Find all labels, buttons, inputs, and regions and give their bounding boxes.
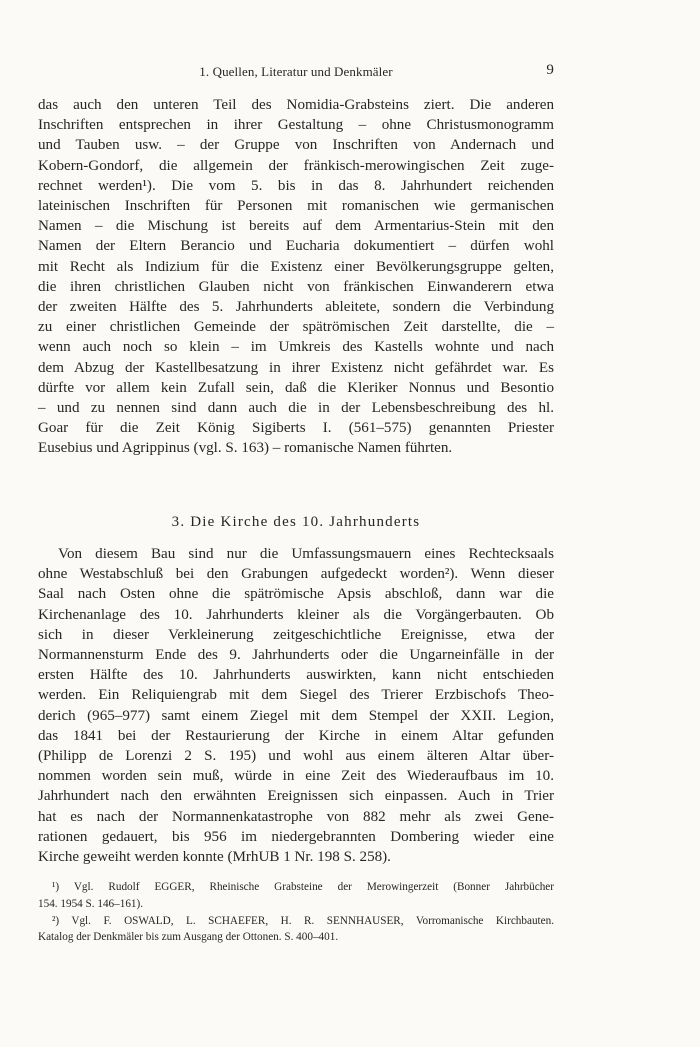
text-line: zu einer christlichen Gemeinde der spätrömischen Zeit darstellte, die –	[38, 319, 554, 336]
text-line: Von diesem Bau sind nur die Umfassungsmauern eines Rechtecksaals	[58, 546, 554, 562]
text-line: mit Recht als Indizium für die Existenz einer Bevölkerungsgruppe gelten,	[38, 258, 554, 275]
page-number: 9	[546, 62, 554, 78]
text-line: Kirche geweiht werden konnte (MrhUB 1 Nr. 198 S. 258).	[38, 849, 391, 866]
text-line: lateinischen Inschriften für Personen mit romanischen wie germanischen	[38, 198, 554, 215]
text-line: rationen gedauert, bis 956 im niedergebrannten Dombering wieder eine	[38, 828, 554, 845]
text-line: Normannensturm Ende des 9. Jahrhunderts oder die Ungarneinfälle in der	[38, 647, 554, 664]
text-line: wenn auch noch so klein – im Umkreis des Kastells wohnte und nach	[38, 339, 554, 356]
text-line: das 1841 bei der Restaurierung der Kirche in einem Altar gefunden	[38, 727, 554, 744]
text-line: Namen der Eltern Berancio und Eucharia dokumentiert – dürfen wohl	[38, 238, 554, 255]
text-line: (Philipp de Lorenzi 2 S. 195) und wohl aus einem älteren Altar über-	[38, 748, 554, 765]
text-line: werden. Ein Reliquiengrab mit dem Siegel des Trierer Erzbischofs Theo-	[38, 687, 554, 704]
text-line: dem Abzug der Kastellbesatzung in ihrer Existenz nicht gefährdet war. Es	[38, 359, 554, 376]
text-line: das auch den unteren Teil des Nomidia-Grabsteins ziert. Die anderen	[38, 97, 554, 113]
footnotes	[38, 879, 554, 946]
paragraph-church	[38, 544, 554, 867]
text-line: Saal nach Osten ohne die spätrömische Apsis abschloß, dann war die	[38, 586, 554, 603]
text-line: Inschriften entsprechen in ihrer Gestaltung – ohne Christusmonogramm	[38, 117, 554, 134]
text-line: ohne Westabschluß bei den Grabungen aufgedeckt worden²). Wenn dieser	[38, 566, 554, 583]
text-line: – und zu nennen sind dann auch die in der Lebensbeschreibung des hl.	[38, 400, 554, 417]
text-line: Goar für die Zeit König Sigiberts I. (561–575) genannten Priester	[38, 420, 554, 437]
footnote-line: 154. 1954 S. 146–161).	[38, 897, 144, 910]
text-line: und Tauben usw. – der Gruppe von Inschriften von Andernach und	[38, 137, 554, 154]
text-line: rechnet werden¹). Die vom 5. bis in das 8. Jahrhundert reichenden	[38, 177, 554, 194]
running-title: 1. Quellen, Literatur und Denkmäler	[199, 64, 393, 79]
text-line: ersten Hälfte des 10. Jahrhunderts auswirkten, kann nicht entschieden	[38, 667, 554, 684]
text-line: Namen – die Mischung ist bereits auf dem Armentarius-Stein mit den	[38, 218, 554, 235]
text-line: Kobern-Gondorf, die allgemein der fränkisch-merowingischen Zeit zuge-	[38, 157, 554, 174]
section-heading: 3. Die Kirche des 10. Jahrhunderts	[171, 514, 421, 530]
text-line: nommen worden sein muß, würde in eine Zeit des Wiederaufbaus im 10.	[38, 768, 554, 785]
footnote-line: ¹) Vgl. Rudolf EGGER, Rheinische Grabsteine der Merowingerzeit (Bonner Jahrbücher	[52, 881, 554, 893]
text-line: derich (965–977) samt einem Ziegel mit dem Stempel der XXII. Legion,	[38, 707, 554, 724]
paragraph-inscriptions	[38, 95, 554, 459]
text-line: Eusebius und Agrippinus (vgl. S. 163) – romanische Namen führten.	[38, 440, 453, 457]
text-line: Kirchenanlage des 10. Jahrhunderts kleiner als die Vorgängerbauten. Ob	[38, 606, 554, 623]
text-line: hat es nach der Normannenkatastrophe von 882 mehr als zwei Gene-	[38, 808, 554, 825]
text-line: die ihren christlichen Glauben nicht von fränkischen Einwanderern etwa	[38, 278, 554, 295]
footnote-line: Katalog der Denkmäler bis zum Ausgang der Ottonen. S. 400–401.	[38, 931, 339, 944]
text-line: sich in dieser Verkleinerung zeitgeschichtliche Ereignisse, etwa der	[38, 626, 554, 643]
text-line: dürfte vor allem kein Zufall sein, daß die Kleriker Nonnus und Besontio	[38, 379, 554, 396]
text-line: der zweiten Hälfte des 5. Jahrhunderts ableitete, sondern die Verbindung	[38, 299, 554, 316]
footnote-line: ²) Vgl. F. OSWALD, L. SCHAEFER, H. R. SENNHAUSER, Vorromanische Kirchbauten.	[52, 914, 554, 927]
text-line: Jahrhundert nach den erwähnten Ereignissen sich einpassen. Auch in Trier	[38, 788, 554, 805]
